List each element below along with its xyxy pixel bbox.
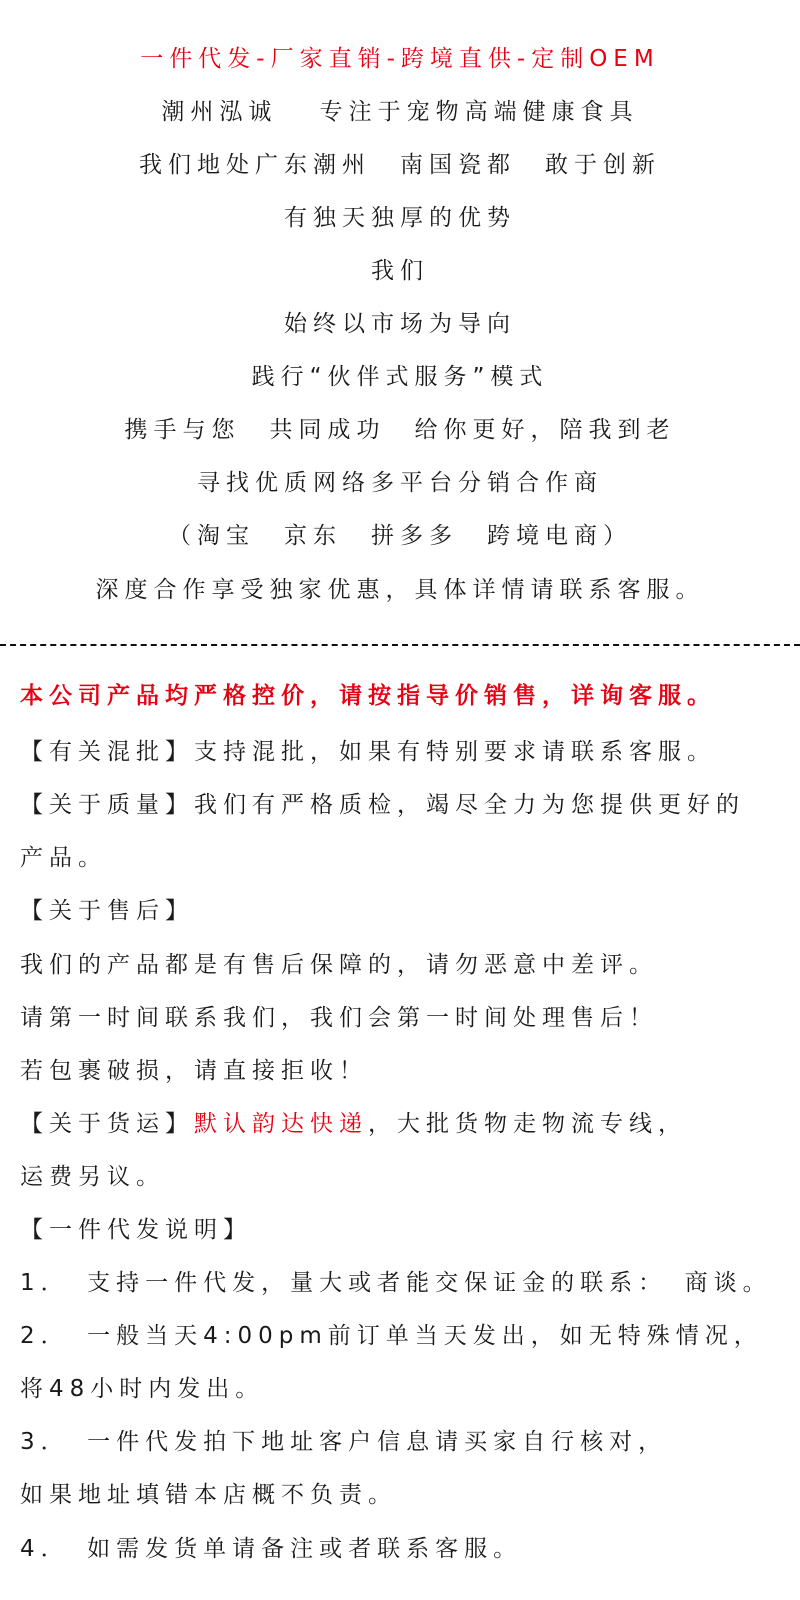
- intro-line-contact: 深度合作享受独家优惠，具体详情请联系客服。: [95, 577, 705, 603]
- mixed-batch-line: 【有关混批】支持混批，如果有特别要求请联系客服。: [20, 739, 716, 765]
- dropship-item-4: 4． 如需发货单请备注或者联系客服。: [20, 1536, 523, 1562]
- dropship-item-3-line-2: 如果地址填错本店概不负责。: [20, 1482, 397, 1508]
- intro-line-we: 我们: [371, 258, 429, 284]
- after-sales-line-3: 若包裹破损，请直接拒收！: [20, 1058, 368, 1084]
- dropship-item-2-line-2: 将48小时内发出。: [20, 1376, 265, 1402]
- intro-line-company: 潮州泓诚 专注于宠物高端健康食具: [161, 99, 639, 125]
- after-sales-line-1: 我们的产品都是有售后保障的，请勿恶意中差评。: [20, 952, 658, 978]
- intro-line-seeking: 寻找优质网络多平台分销合作商: [197, 470, 603, 496]
- headline: 一件代发-厂家直销-跨境直供-定制OEM: [140, 46, 660, 72]
- shipping-default-courier: 默认韵达快递: [194, 1111, 368, 1137]
- intro-line-service-mode: 践行“伙伴式服务”模式: [251, 364, 549, 390]
- intro-line-partnership: 携手与您 共同成功 给你更好，陪我到老: [124, 417, 676, 443]
- shipping-line-2: 运费另议。: [20, 1164, 165, 1190]
- quality-line-1: 【关于质量】我们有严格质检，竭尽全力为您提供更好的: [20, 792, 745, 818]
- dropship-item-2-line-1: 2． 一般当天4:00pm前订单当天发出，如无特殊情况，: [20, 1323, 763, 1349]
- dropship-heading: 【一件代发说明】: [20, 1217, 252, 1243]
- intro-line-platforms: （淘宝 京东 拼多多 跨境电商）: [168, 523, 632, 549]
- shipping-suffix: ，大批货物走物流专线，: [368, 1111, 687, 1137]
- intro-line-location: 我们地处广东潮州 南国瓷都 敢于创新: [139, 152, 661, 178]
- intro-line-advantage: 有独天独厚的优势: [284, 205, 516, 231]
- quality-line-2: 产品。: [20, 845, 107, 871]
- dropship-item-3-line-1: 3． 一件代发拍下地址客户信息请买家自行核对，: [20, 1429, 668, 1455]
- shipping-line-1: [20, 1109, 790, 1139]
- shipping-prefix: 【关于货运】: [20, 1111, 194, 1137]
- after-sales-line-2: 请第一时间联系我们，我们会第一时间处理售后！: [20, 1005, 658, 1031]
- after-sales-heading: 【关于售后】: [20, 898, 194, 924]
- price-control-notice: 本公司产品均严格控价，请按指导价销售，详询客服。: [20, 683, 716, 709]
- dropship-item-1: 1． 支持一件代发，量大或者能交保证金的联系： 商谈。: [20, 1270, 772, 1296]
- dashed-divider: [0, 644, 800, 646]
- intro-line-market: 始终以市场为导向: [284, 311, 516, 337]
